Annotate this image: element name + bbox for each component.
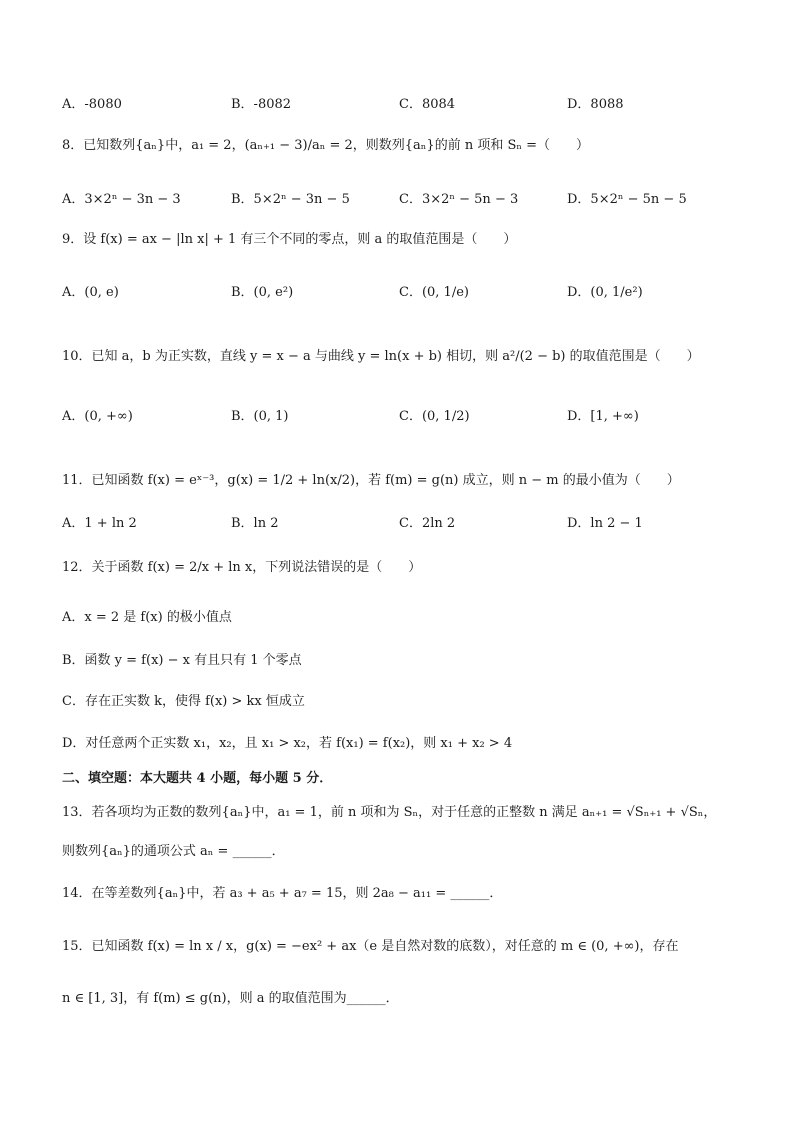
q11-stem: 11．已知函数 f(x) = eˣ⁻³，g(x) = 1/2 + ln(x/2)，若 f(m) = g(n) 成立，则 n − m 的最小值为（ ） <box>62 473 680 488</box>
q9-option-c: C．(0, 1/e) <box>399 285 469 300</box>
q9-option-b: B．(0, e²) <box>231 285 294 300</box>
section-heading: 二、填空题：本大题共 4 小题，每小题 5 分． <box>62 771 333 786</box>
q12-option-d: D．对任意两个正实数 x₁，x₂，且 x₁ > x₂，若 f(x₁) = f(x₂)，则 x₁ + x₂ > 4 <box>62 736 513 751</box>
q15-line1: 15．已知函数 f(x) = ln x / x，g(x) = −ex² + ax（e 是自然对数的底数），对任意的 m ∈ (0, +∞)，存在 <box>62 939 679 954</box>
q11-option-b: B．ln 2 <box>231 516 279 531</box>
q10-option-b: B．(0, 1) <box>231 409 289 424</box>
q8-stem: 8．已知数列{aₙ}中，a₁ = 2，(aₙ₊₁ − 3)/aₙ = 2，则数列{aₙ}的前 n 项和 Sₙ =（ ） <box>62 138 590 153</box>
q12-stem: 12．关于函数 f(x) = 2/x + ln x，下列说法错误的是（ ） <box>62 560 422 575</box>
q12-option-b: B．函数 y = f(x) − x 有且只有 1 个零点 <box>62 653 302 668</box>
q8-option-c: C．3×2ⁿ − 5n − 3 <box>399 192 519 207</box>
q7-option-a: A．-8080 <box>62 97 122 112</box>
q15-line2: n ∈ [1, 3]，有 f(m) ≤ g(n)，则 a 的取值范围为______． <box>62 991 399 1006</box>
q10-stem: 10．已知 a，b 为正实数，直线 y = x − a 与曲线 y = ln(x + b) 相切，则 a²/(2 − b) 的取值范围是（ ） <box>62 349 700 364</box>
q13-line1: 13．若各项均为正数的数列{aₙ}中，a₁ = 1，前 n 项和为 Sₙ，对于任意的正整数 n 满足 aₙ₊₁ = √Sₙ₊₁ + √Sₙ， <box>62 805 717 820</box>
q7-option-b: B．-8082 <box>231 97 292 112</box>
q9-option-a: A．(0, e) <box>62 285 119 300</box>
q8-option-d: D．5×2ⁿ − 5n − 5 <box>567 192 687 207</box>
q7-option-c: C．8084 <box>399 97 456 112</box>
q8-option-b: B．5×2ⁿ − 3n − 5 <box>231 192 350 207</box>
q10-option-c: C．(0, 1/2) <box>399 409 470 424</box>
q12-option-a: A．x = 2 是 f(x) 的极小值点 <box>62 610 232 625</box>
q9-option-d: D．(0, 1/e²) <box>567 285 643 300</box>
q11-option-d: D．ln 2 − 1 <box>567 516 643 531</box>
q9-stem: 9．设 f(x) = ax − |ln x| + 1 有三个不同的零点，则 a 的取值范围是（ ） <box>62 232 517 247</box>
q11-option-c: C．2ln 2 <box>399 516 456 531</box>
q7-option-d: D．8088 <box>567 97 624 112</box>
q10-option-a: A．(0, +∞) <box>62 409 133 424</box>
q14-stem: 14．在等差数列{aₙ}中，若 a₃ + a₅ + a₇ = 15，则 2a₈ − a₁₁ = ______． <box>62 886 503 901</box>
q13-line2: 则数列{aₙ}的通项公式 aₙ = ______． <box>62 844 285 859</box>
q10-option-d: D．[1, +∞) <box>567 409 639 424</box>
q12-option-c: C．存在正实数 k，使得 f(x) > kx 恒成立 <box>62 694 305 709</box>
q11-option-a: A．1 + ln 2 <box>62 516 137 531</box>
q8-option-a: A．3×2ⁿ − 3n − 3 <box>62 192 181 207</box>
